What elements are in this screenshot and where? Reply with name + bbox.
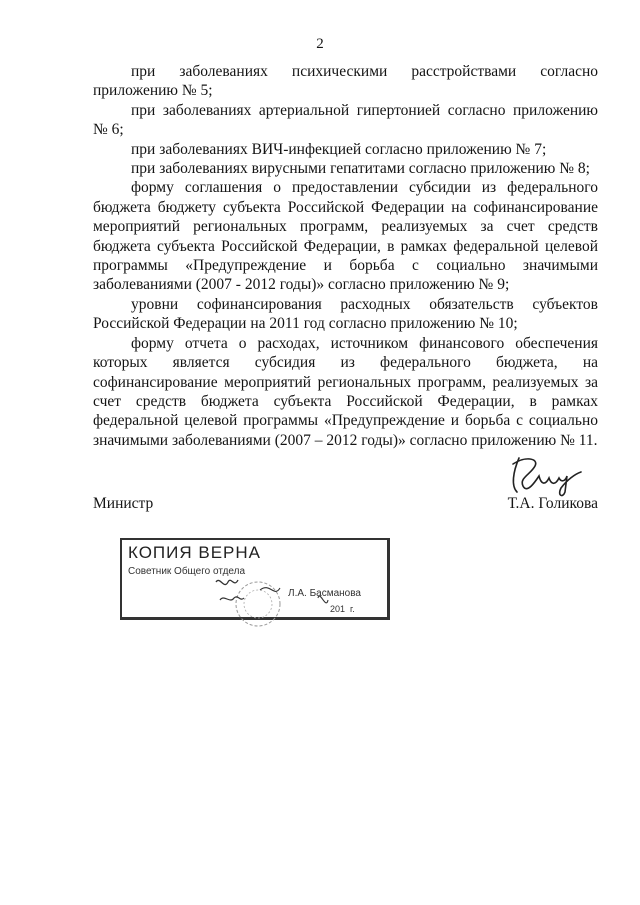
- copy-certification-stamp: [120, 538, 395, 628]
- minister-label: Министр: [93, 495, 154, 512]
- body-text: [93, 62, 598, 450]
- paragraph-annex-8: при заболеваниях вирусными гепатитами согласно приложению № 8;: [131, 160, 590, 178]
- stamp-year-prefix: 201: [330, 604, 346, 614]
- paragraph-annex-11: форму отчета о расходах, источником финансового обеспечения которых является субсидия из федерального бюджета, на софинансирование мероприятий региональных программ, реализуемых за счет средств бюджета субъекта Российской Федерации, в рамках федеральной целевой программы «Предупреждение и борьба с социально значимыми заболеваниями (2007 – 2012 годы)» согласно приложению № 11.: [93, 334, 598, 449]
- round-seal-icon: [120, 538, 395, 628]
- paragraph-annex-5: при заболеваниях психическими расстройствами согласно приложению № 5;: [93, 63, 598, 100]
- signer-name: Т.А. Голикова: [507, 495, 598, 512]
- paragraph-annex-9: форму соглашения о предоставлении субсидии из федерального бюджета бюджету субъекта Российской Федерации на софинансирование мероприятий региональных программ, реализуемых за счет средств бюджета субъекта Российской Федерации, в рамках федеральной целевой программы «Предупреждение и борьба с социально значимыми заболеваниями (2007 - 2012 годы)» согласно приложению № 9;: [93, 179, 598, 294]
- signature-block: [93, 495, 598, 519]
- paragraph-annex-10: уровни софинансирования расходных обязательств субъектов Российской Федерации на 2011 год согласно приложению № 10;: [93, 295, 598, 333]
- paragraph-annex-6: при заболеваниях артериальной гипертонией согласно приложению № 6;: [93, 101, 598, 139]
- paragraph-annex-7: при заболеваниях ВИЧ-инфекцией согласно приложению № 7;: [131, 140, 547, 158]
- stamp-name: Л.А. Басманова: [288, 588, 361, 599]
- page-number: 2: [316, 36, 324, 52]
- stamp-title: КОПИЯ ВЕРНА: [128, 543, 262, 562]
- stamp-year-suffix: г.: [350, 604, 355, 614]
- stamp-position: Советник Общего отдела: [128, 566, 246, 577]
- handwritten-signature-icon: [505, 452, 585, 500]
